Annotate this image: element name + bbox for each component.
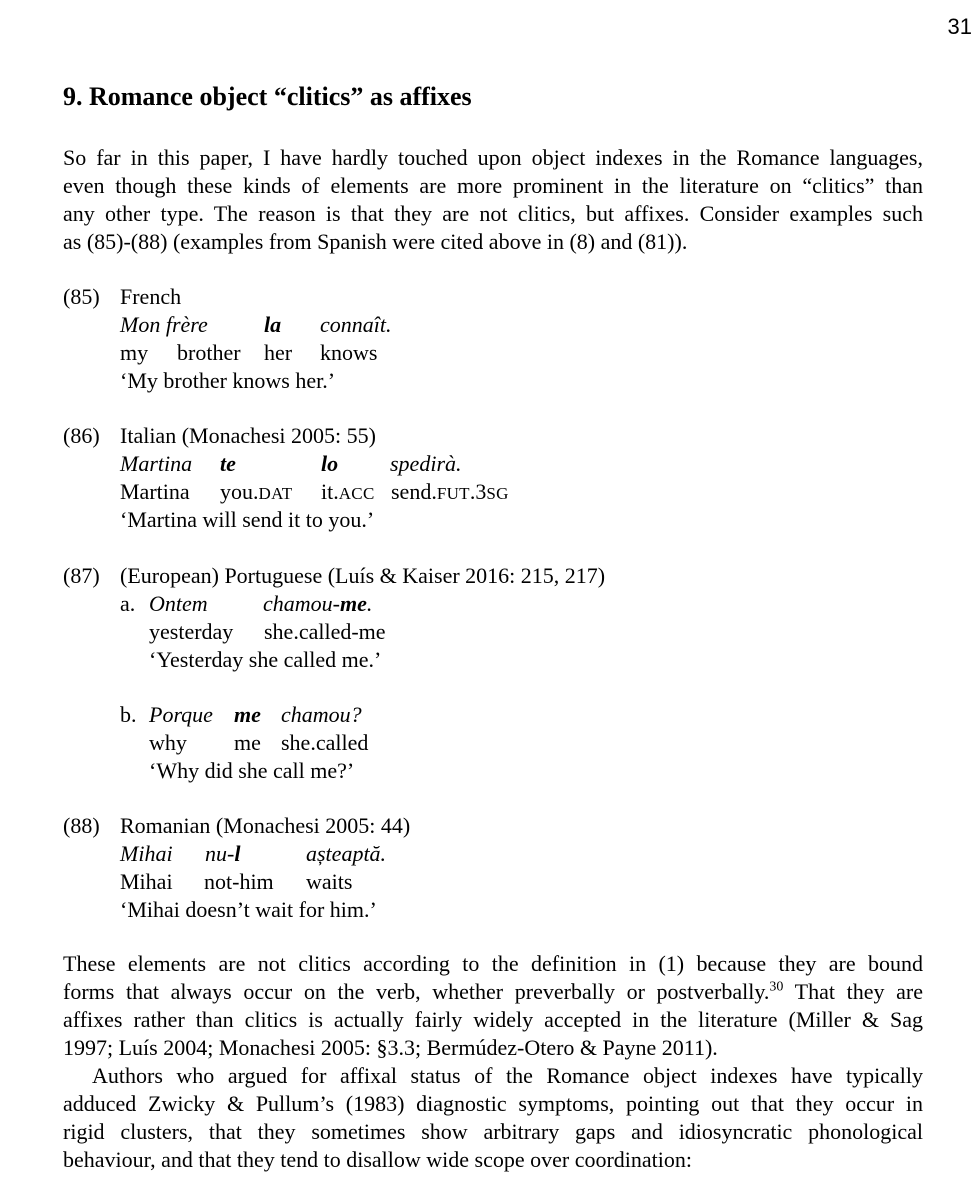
example-word: Porque bbox=[149, 702, 213, 727]
gloss-word: Mihai bbox=[120, 869, 173, 894]
gloss-word: Martina bbox=[120, 479, 190, 504]
example-word: nu-l bbox=[205, 841, 241, 866]
example-number: (87) bbox=[63, 563, 100, 588]
section-title: 9. Romance object “clitics” as affixes bbox=[63, 82, 472, 111]
intro-paragraph bbox=[63, 144, 923, 256]
gloss-word: you.DAT bbox=[220, 479, 293, 504]
body-line: 1997; Luís 2004; Monachesi 2005: §3.3; Bermúdez-Otero & Payne 2011). bbox=[63, 1035, 718, 1060]
example-word: connaît. bbox=[320, 312, 392, 337]
example-translation: ‘Mihai doesn’t wait for him.’ bbox=[120, 897, 377, 922]
example-word-index: la bbox=[264, 312, 282, 337]
page-number: 31 bbox=[947, 14, 972, 39]
example-number: (85) bbox=[63, 284, 100, 309]
gloss-word: me bbox=[234, 730, 261, 755]
gloss-word: why bbox=[149, 730, 187, 755]
example-word: Martina bbox=[120, 451, 193, 476]
example-word-index: lo bbox=[321, 451, 339, 476]
example-language: Romanian (Monachesi 2005: 44) bbox=[120, 813, 411, 838]
example-word: Mon frère bbox=[120, 312, 208, 337]
body-line: affixes rather than clitics is actually fairly widely accepted in the literature (Miller & Sag bbox=[63, 1007, 923, 1032]
body-line: forms that always occur on the verb, whether preverbally or postverbally.$^{30}$ That they are bbox=[63, 979, 923, 1004]
example-word: Ontem bbox=[149, 591, 208, 616]
example-language: (European) Portuguese (Luís & Kaiser 2016: 215, 217) bbox=[120, 563, 606, 588]
gloss-word: yesterday bbox=[149, 619, 234, 644]
example-word: chamou? bbox=[281, 702, 362, 727]
body-line: Authors who argued for affixal status of the Romance object indexes have typically bbox=[92, 1063, 923, 1088]
gloss-word: it.ACC bbox=[321, 479, 375, 504]
example-word-index: te bbox=[220, 451, 236, 476]
intro-line: any other type. The reason is that they are not clitics, but affixes. Consider examples such bbox=[63, 201, 923, 226]
example-word: așteaptă. bbox=[306, 841, 387, 866]
example-word: chamou-me. bbox=[263, 591, 373, 616]
example-translation: ‘Why did she call me?’ bbox=[149, 758, 355, 783]
example-word-index: me bbox=[234, 702, 261, 727]
gloss-word: she.called bbox=[281, 730, 369, 755]
gloss-word: waits bbox=[306, 869, 353, 894]
example-translation: ‘Yesterday she called me.’ bbox=[149, 647, 382, 672]
subexample-label: a. bbox=[120, 591, 136, 616]
subexample-label: b. bbox=[120, 702, 137, 727]
example-language: French bbox=[120, 284, 182, 309]
body-line: adduced Zwicky & Pullum’s (1983) diagnostic symptoms, pointing out that they occur in bbox=[63, 1091, 923, 1116]
example-translation: ‘My brother knows her.’ bbox=[120, 368, 336, 393]
body-line: These elements are not clitics according to the definition in (1) because they are bound bbox=[63, 951, 923, 976]
gloss-word: her bbox=[264, 340, 293, 365]
gloss-word: brother bbox=[177, 340, 241, 365]
example-number: (86) bbox=[63, 423, 100, 448]
body-line: rigid clusters, that they sometimes show arbitrary gaps and idiosyncratic phonological bbox=[63, 1119, 923, 1144]
example-language: Italian (Monachesi 2005: 55) bbox=[120, 423, 376, 448]
example-word: spedirà. bbox=[390, 451, 462, 476]
gloss-word: she.called-me bbox=[264, 619, 386, 644]
gloss-word: send.FUT.3SG bbox=[391, 479, 509, 504]
body-paragraph bbox=[63, 950, 923, 1174]
gloss-word: my bbox=[120, 340, 149, 365]
example-translation: ‘Martina will send it to you.’ bbox=[120, 507, 375, 532]
example-number: (88) bbox=[63, 813, 100, 838]
intro-line: as (85)-(88) (examples from Spanish were cited above in (8) and (81)). bbox=[63, 229, 688, 254]
example-word: Mihai bbox=[120, 841, 173, 866]
footnote-marker[interactable]: 30 bbox=[769, 979, 784, 995]
gloss-word: not-him bbox=[204, 869, 274, 894]
intro-line: even though these kinds of elements are more prominent in the literature on “clitics” than bbox=[63, 173, 923, 198]
body-line: behaviour, and that they tend to disallow wide scope over coordination: bbox=[63, 1147, 693, 1172]
intro-line: So far in this paper, I have hardly touched upon object indexes in the Romance languages, bbox=[63, 145, 923, 170]
gloss-word: knows bbox=[320, 340, 378, 365]
